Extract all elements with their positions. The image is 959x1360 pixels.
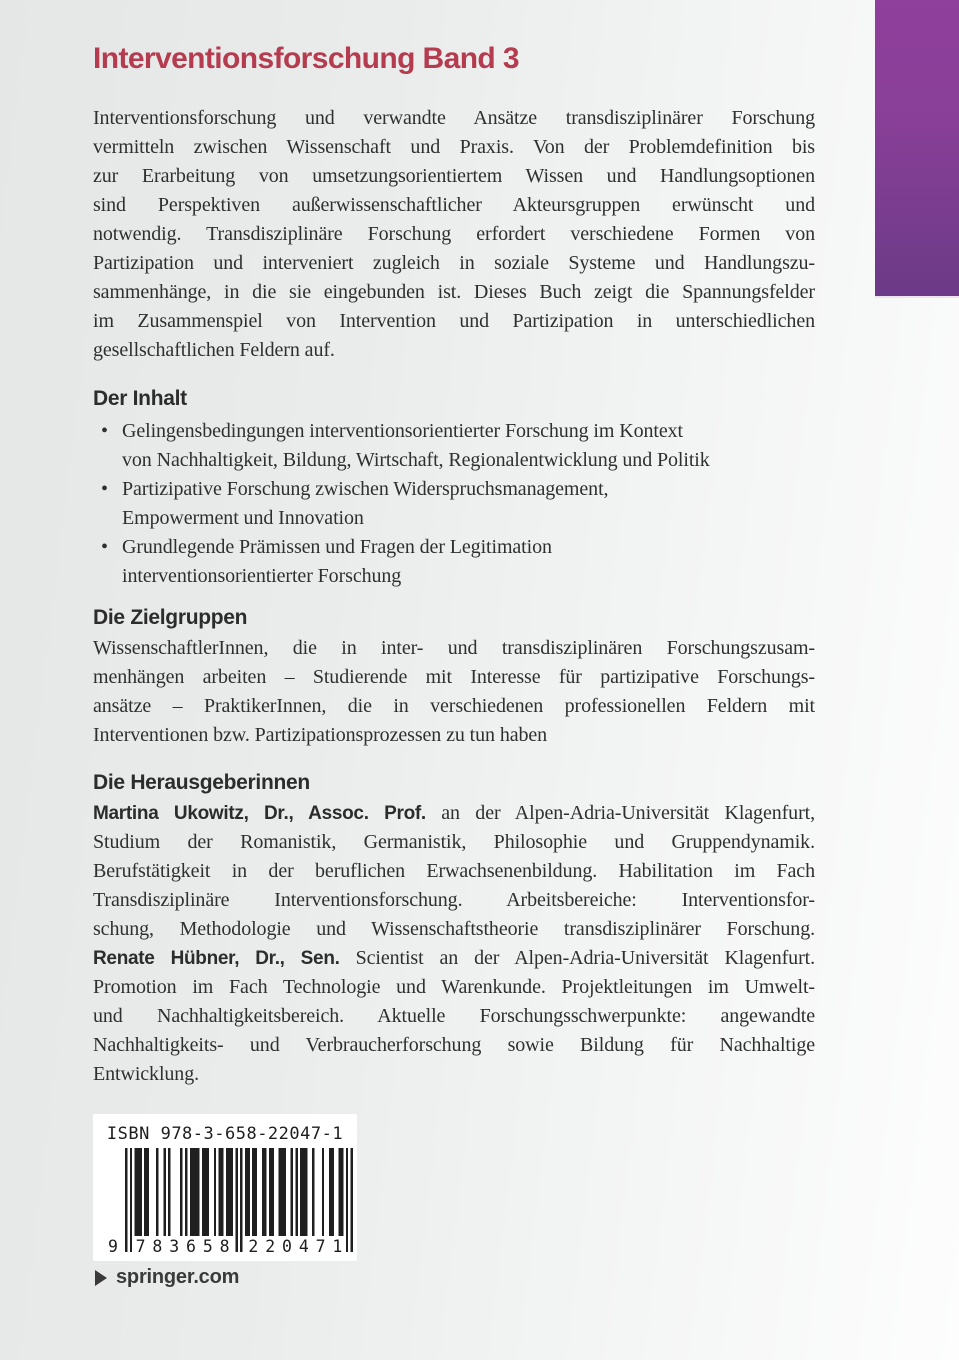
bullet-icon: • xyxy=(101,478,108,500)
barcode-bar xyxy=(190,1148,200,1236)
barcode-bar xyxy=(245,1148,250,1236)
text-line: Interventionsforschung und verwandte Ansätze transdisziplinärer Forschung xyxy=(93,107,815,129)
barcode-digit: 6 xyxy=(186,1237,196,1256)
barcode-bar xyxy=(202,1148,209,1236)
isbn-barcode-box xyxy=(93,1114,357,1261)
barcode-bar xyxy=(339,1148,344,1236)
text-line: interventionsorientierter Forschung xyxy=(122,565,402,587)
text-line: Empowerment und Innovation xyxy=(122,507,364,529)
intro-paragraph xyxy=(93,104,815,365)
text-line: Renate Hübner, Dr., Sen. Scientist an der Alpen-Adria-Universität Klagenfurt. xyxy=(93,947,815,969)
barcode-bar xyxy=(279,1148,286,1236)
text-line: Grundlegende Prämissen und Fragen der Legitimation xyxy=(122,536,552,558)
text-line: ansätze – PraktikerInnen, die in verschiedenen professionellen Feldern mit xyxy=(93,695,815,717)
barcode-bar xyxy=(235,1148,237,1252)
barcode-bar xyxy=(185,1148,187,1236)
barcode-bar xyxy=(163,1148,165,1236)
publisher-footer xyxy=(95,1266,239,1289)
text-line: Nachhaltigkeits- und Verbraucherforschung sowie Bildung für Nachhaltige xyxy=(93,1034,815,1056)
text-line: sind Perspektiven außerwissenschaftlicher Akteursgruppen erwünscht und xyxy=(93,194,815,216)
barcode-bar xyxy=(168,1148,170,1236)
barcode-bar xyxy=(135,1148,142,1236)
text-line: notwendig. Transdisziplinäre Forschung erfordert verschiedene Formen von xyxy=(93,223,815,245)
section-heading-zielgruppen: Die Zielgruppen xyxy=(93,606,248,629)
barcode-bar xyxy=(252,1148,257,1236)
barcode-bar xyxy=(300,1148,307,1236)
barcode-bar xyxy=(262,1148,267,1236)
barcode-bar xyxy=(156,1148,158,1236)
barcode-bar xyxy=(240,1148,242,1252)
barcode-digit: 8 xyxy=(219,1237,230,1256)
barcode-digit: 2 xyxy=(248,1237,259,1256)
text-line: zur Erarbeitung von umsetzungsorientiertem Wissen und Handlungsoptionen xyxy=(93,165,815,187)
bullet-icon: • xyxy=(101,536,108,558)
text-line: Transdisziplinäre Interventionsforschung. Arbeitsbereiche: Interventionsfor- xyxy=(93,889,815,911)
purple-accent-block xyxy=(875,0,959,296)
barcode-bar xyxy=(219,1148,224,1236)
text-line: WissenschaftlerInnen, die in inter- und transdisziplinären Forschungszusam- xyxy=(93,637,815,659)
ean13-barcode xyxy=(103,1147,355,1257)
barcode-bar xyxy=(295,1148,297,1236)
barcode-bar xyxy=(312,1148,314,1236)
barcode-bar xyxy=(226,1148,233,1236)
barcode-bar xyxy=(125,1148,127,1252)
text-line: gesellschaftlichen Feldern auf. xyxy=(93,339,335,361)
text-line: vermitteln zwischen Wissenschaft und Praxis. Von der Problemdefinition bis xyxy=(93,136,815,158)
barcode-bar xyxy=(269,1148,274,1236)
list-item xyxy=(93,417,815,475)
bullet-text xyxy=(122,533,815,591)
series-title: Interventionsforschung Band 3 xyxy=(93,42,519,75)
text-line: Martina Ukowitz, Dr., Assoc. Prof. an der Alpen-Adria-Universität Klagenfurt, xyxy=(93,802,816,824)
text-line: Interventionen bzw. Partizipationsprozessen zu tun haben xyxy=(93,724,548,746)
barcode-digit: 9 xyxy=(108,1237,118,1256)
text-line: von Nachhaltigkeit, Bildung, Wirtschaft, Regionalentwicklung und Politik xyxy=(122,449,710,471)
text-line: im Zusammenspiel von Intervention und Partizipation in unterschiedlichen xyxy=(93,310,815,332)
section-heading-inhalt: Der Inhalt xyxy=(93,387,187,410)
barcode-bar xyxy=(214,1148,216,1236)
barcode-digit: 2 xyxy=(265,1237,276,1256)
bullet-text xyxy=(122,417,815,475)
barcode-bar xyxy=(144,1148,149,1236)
barcode-bar xyxy=(322,1148,324,1236)
barcode-bar xyxy=(351,1148,353,1252)
barcode-digit: 1 xyxy=(332,1237,343,1256)
herausgeberinnen-paragraph xyxy=(93,799,815,1089)
right-triangle-icon xyxy=(95,1270,107,1286)
text-line: sammenhänge, in die sie eingebunden ist. Dieses Buch zeigt die Spannungsfelder xyxy=(93,281,815,303)
text-line: Studium der Romanistik, Germanistik, Philosophie und Gruppendynamik. xyxy=(93,831,815,853)
barcode-digit: 8 xyxy=(152,1237,163,1256)
barcode-digit: 3 xyxy=(169,1237,180,1256)
barcode-bar xyxy=(291,1148,293,1236)
barcode-bar xyxy=(346,1148,348,1252)
barcode-digit: 7 xyxy=(315,1237,326,1256)
barcode-bar xyxy=(130,1148,132,1252)
bullet-icon: • xyxy=(101,420,108,442)
inhalt-bullet-list xyxy=(93,417,815,591)
section-heading-herausgeberinnen: Die Herausgeberinnen xyxy=(93,771,310,794)
editor-name-bold: Renate Hübner, Dr., Sen. xyxy=(93,948,340,969)
barcode-digit: 4 xyxy=(298,1237,309,1256)
text-line: Partizipative Forschung zwischen Widerspruchsmanagement, xyxy=(122,478,609,500)
text-line: Entwicklung. xyxy=(93,1063,200,1085)
editor-name-bold: Martina Ukowitz, Dr., Assoc. Prof. xyxy=(93,803,426,824)
publisher-url: springer.com xyxy=(116,1266,240,1288)
bullet-text xyxy=(122,475,815,533)
text-line: Promotion im Fach Technologie und Warenkunde. Projektleitungen im Umwelt- xyxy=(93,976,815,998)
barcode-digit: 7 xyxy=(135,1237,146,1256)
barcode-digit: 5 xyxy=(202,1237,213,1256)
isbn-label: ISBN 978-3-658-22047-1 xyxy=(106,1124,344,1144)
barcode-bar xyxy=(329,1148,334,1236)
text-line: und Nachhaltigkeitsbereich. Aktuelle Forschungsschwerpunkte: angewandte xyxy=(93,1005,815,1027)
text-line: Partizipation und interveniert zugleich in soziale Systeme und Handlungszu- xyxy=(93,252,815,274)
list-item xyxy=(93,475,815,533)
list-item xyxy=(93,533,815,591)
text-line: Gelingensbedingungen interventionsorientierter Forschung im Kontext xyxy=(122,420,683,442)
barcode-bar xyxy=(180,1148,182,1236)
text-line: schung, Methodologie und Wissenschaftstheorie transdisziplinärer Forschung. xyxy=(93,918,815,940)
zielgruppen-paragraph xyxy=(93,634,815,750)
text-line: Berufstätigkeit in der beruflichen Erwachsenenbildung. Habilitation im Fach xyxy=(93,860,815,882)
text-line: menhängen arbeiten – Studierende mit Interesse für partizipative Forschungs- xyxy=(93,666,815,688)
barcode-digit: 0 xyxy=(282,1237,292,1256)
